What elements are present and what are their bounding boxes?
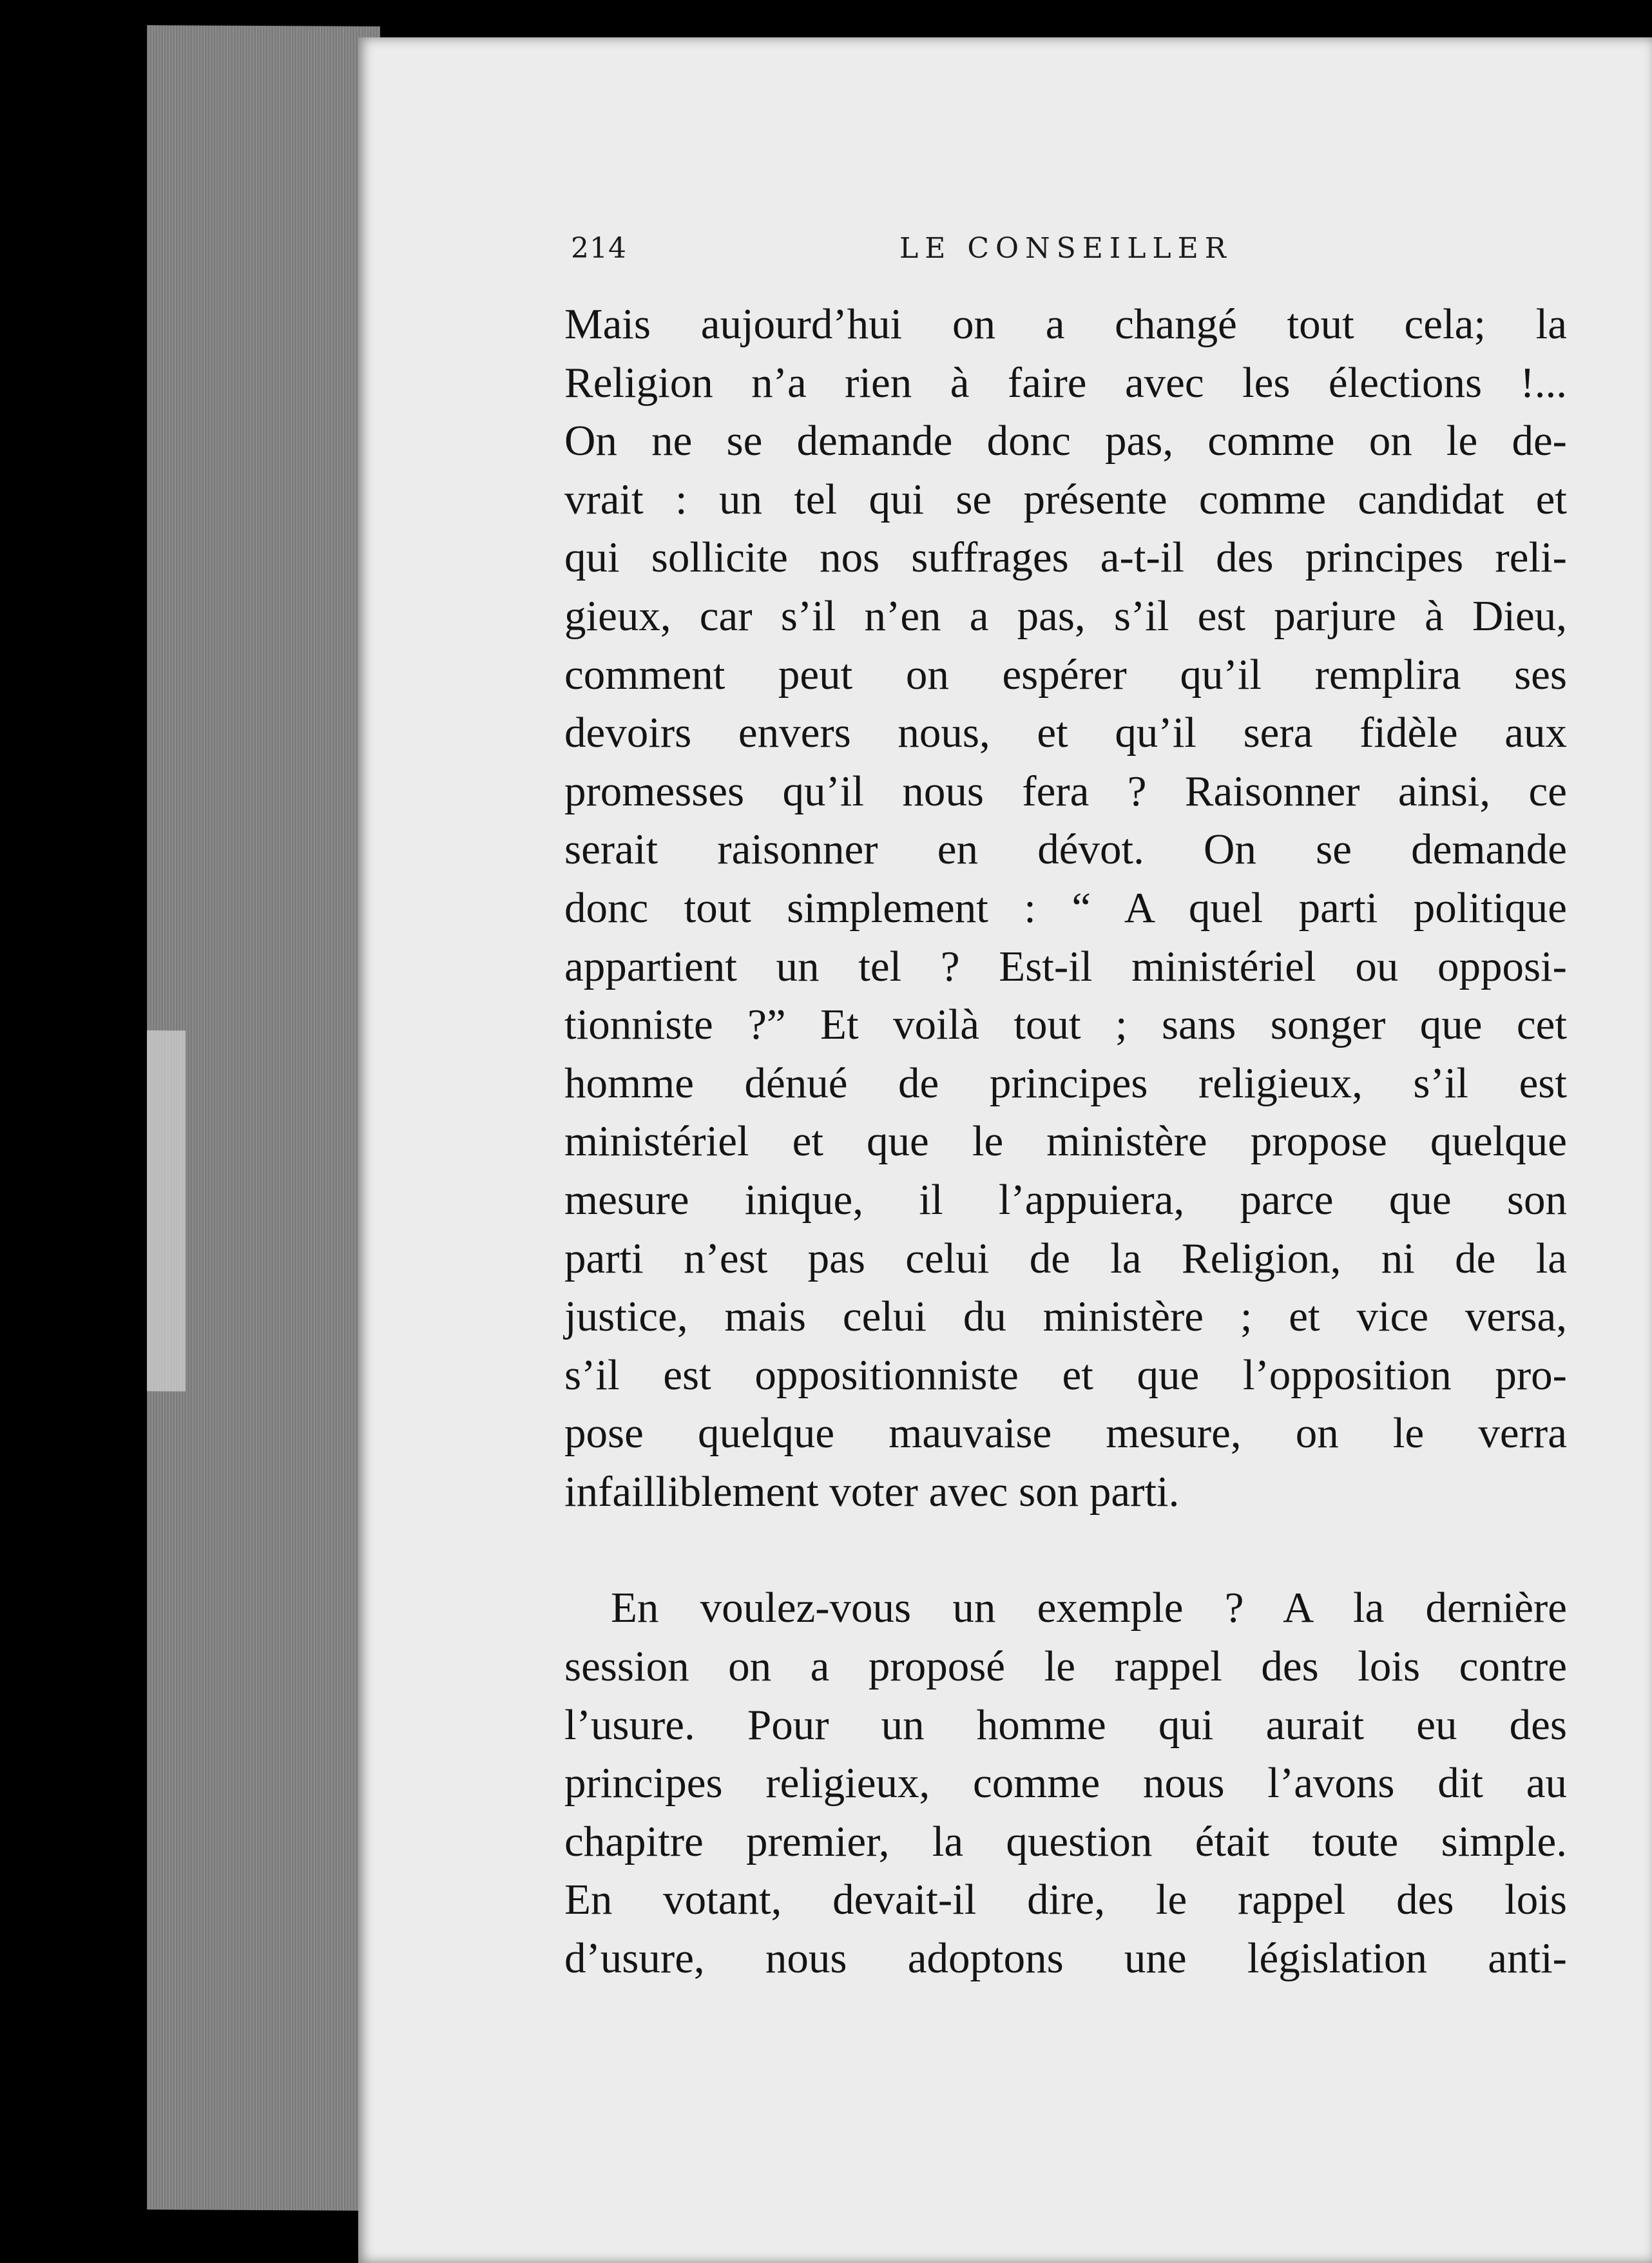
text-line: donc tout simplement : “ A quel parti politique — [564, 883, 1567, 932]
text-line: devoirs envers nous, et qu’il sera fidèle aux — [564, 709, 1567, 757]
text-line: serait raisonner en dévot. On se demande — [564, 825, 1567, 874]
text-line: Religion n’a rien à faire avec les élections !... — [564, 358, 1567, 407]
text-line: En votant, devait-il dire, le rappel des lois — [564, 1876, 1567, 1924]
page-number: 214 — [571, 232, 627, 265]
text-line: En voulez-vous un exemple ? A la dernière — [611, 1584, 1567, 1632]
text-line: session on a proposé le rappel des lois contre — [564, 1642, 1567, 1691]
text-line: ministériel et que le ministère propose quelque — [564, 1117, 1567, 1166]
text-line: gieux, car s’il n’en a pas, s’il est parjure à Dieu, — [564, 592, 1567, 640]
text-line: s’il est oppositionniste et que l’opposition pro- — [564, 1351, 1567, 1399]
text-line: principes religieux, comme nous l’avons dit au — [564, 1759, 1567, 1807]
paragraph — [564, 295, 1567, 1521]
text-line: parti n’est pas celui de la Religion, ni de la — [564, 1234, 1567, 1282]
text-line: On ne se demande donc pas, comme on le de- — [564, 417, 1567, 465]
paragraph — [564, 1579, 1567, 1987]
text-line: qui sollicite nos suffrages a-t-il des principes reli- — [564, 534, 1567, 582]
text-line: infailliblement voter avec son parti. — [564, 1467, 1180, 1516]
text-line: vrait : un tel qui se présente comme candidat et — [564, 475, 1567, 523]
body-text — [564, 295, 1567, 1988]
text-line: appartient un tel ? Est-il ministériel ou opposi- — [564, 942, 1567, 990]
text-line: Mais aujourd’hui on a changé tout cela; la — [564, 300, 1567, 348]
text-line: comment peut on espérer qu’il remplira ses — [564, 650, 1567, 698]
text-line: mesure inique, il l’appuiera, parce que son — [564, 1175, 1567, 1224]
text-line: promesses qu’il nous fera ? Raisonner ainsi, ce — [564, 767, 1567, 815]
running-title: LE CONSEILLER — [899, 232, 1233, 265]
page-edges — [147, 25, 380, 2211]
text-line: homme dénué de principes religieux, s’il est — [564, 1059, 1567, 1107]
text-line: chapitre premier, la question était toute simple. — [564, 1817, 1567, 1865]
text-line: d’usure, nous adoptons une législation anti- — [564, 1934, 1567, 1983]
text-line: tionniste ?” Et voilà tout ; sans songer que cet — [564, 1001, 1567, 1049]
text-line: pose quelque mauvaise mesure, on le verra — [564, 1409, 1567, 1458]
text-line: l’usure. Pour un homme qui aurait eu des — [564, 1700, 1567, 1749]
text-line: justice, mais celui du ministère ; et vice versa, — [564, 1293, 1567, 1341]
running-head — [571, 232, 1241, 271]
